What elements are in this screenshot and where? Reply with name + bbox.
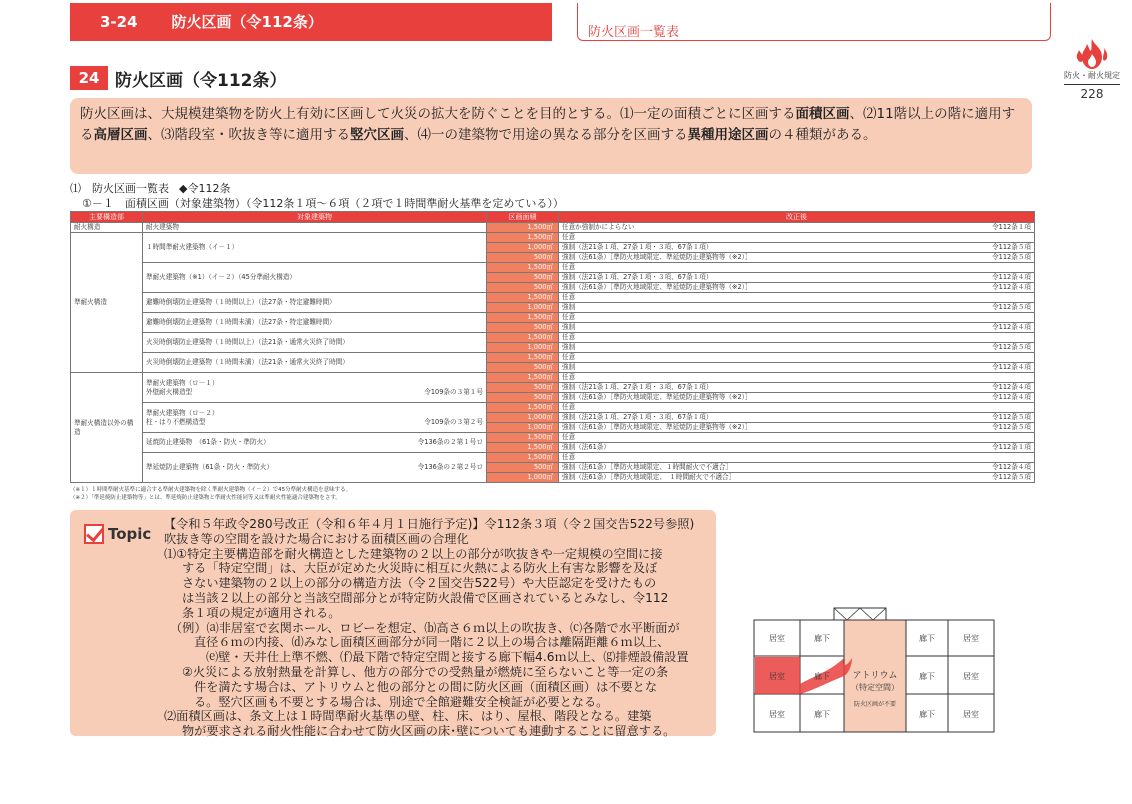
revision-text: 強制（法21条１項、27条１項・３項、67条１項） (562, 243, 713, 252)
building-type-sub-text: 外壁耐火構造型 (146, 387, 193, 396)
building-type-cell (143, 313, 487, 333)
revision-text: 任意 (562, 313, 576, 322)
building-type-sub-text: 柱・はり不燃構造型 (146, 417, 206, 426)
area-cell: 1,500㎡ (487, 293, 559, 303)
building-type-cell (143, 433, 487, 453)
revision-ref: 令112条５項 (992, 473, 1031, 482)
table-header: 主要構造部 (71, 212, 143, 223)
table-header-row (71, 212, 1035, 223)
area-cell: 1,000㎡ (487, 473, 559, 483)
building-type-cell (143, 333, 487, 353)
room-label: 居室 (769, 672, 785, 681)
revision-text: 任意か強制かによらない (562, 223, 635, 232)
revision-cell (559, 433, 1035, 443)
area-cell: 500㎡ (487, 363, 559, 373)
fire-icon (1075, 38, 1109, 70)
corridor-label: 廊下 (919, 672, 935, 681)
corridor-label: 廊下 (814, 710, 830, 719)
revision-cell (559, 413, 1035, 423)
table-row (71, 403, 1035, 413)
topic-line: ⑵面積区画は、条文上は１時間準耐火基準の壁、柱、床、はり、屋根、階段となる。建築 (164, 709, 652, 724)
area-cell: 1,500㎡ (487, 433, 559, 443)
revision-cell (559, 423, 1035, 433)
structure-cell: 準耐火構造以外の構造 (71, 373, 143, 483)
revision-text: 任意 (562, 353, 576, 362)
building-type-name: 準耐火建築物（ロ－２） (146, 408, 219, 417)
topic-body (164, 517, 709, 739)
area-cell: 500㎡ (487, 253, 559, 263)
structure-cell: 準耐火構造 (71, 233, 143, 373)
revision-ref: 令112条４項 (992, 383, 1031, 392)
revision-cell (559, 453, 1035, 463)
area-cell: 1,500㎡ (487, 403, 559, 413)
table-row (71, 333, 1035, 343)
topic-line: さない建築物の２以上の部分の構造方法（令２国交告522号）や大臣認定を受けたもの (182, 576, 657, 591)
subheading: ①－１ 面積区画（対象建築物）（令112条１項～６項（２項で１時間準耐火基準を定めている）） (82, 197, 564, 210)
atrium-note: 防火区画が不要 (853, 701, 897, 708)
revision-ref: 令112条４項 (992, 283, 1031, 292)
table-row (71, 263, 1035, 273)
table-row (71, 453, 1035, 463)
table-row (71, 223, 1035, 233)
revision-text: 任意 (562, 263, 576, 272)
building-type-cell (143, 233, 487, 263)
building-type-ref: 令109条の３第１号 (424, 387, 483, 396)
intro-text: の４種類がある。 (768, 127, 877, 143)
intro-text: 、⑵11階以上の階に適用する (80, 106, 1016, 143)
revision-text: 強制（法61条）［準防火地域限定、準延焼防止建築物等（※2）］ (562, 283, 752, 292)
page-number: 228 (1080, 87, 1104, 101)
revision-cell (559, 333, 1035, 343)
revision-ref: 令112条５項 (992, 253, 1031, 262)
revision-text: 任意 (562, 403, 576, 412)
topic-line: する「特定空間」は、大臣が定めた火災時に相互に火熱による防火上有害な影響を及ぼ (182, 561, 658, 576)
revision-cell (559, 343, 1035, 353)
building-type-name: 避難時倒壊防止建築物（１時間未満）（法27条・特定避難時間） (146, 318, 336, 327)
topic-label (84, 524, 151, 544)
area-cell: 1,500㎡ (487, 353, 559, 363)
section-title-text: 防火区画（令112条） (115, 70, 287, 91)
atrium-illustration (734, 604, 1030, 734)
right-header-title: 防火区画一覧表 (588, 25, 680, 40)
table-row (71, 233, 1035, 243)
revision-text: 強制（法61条）［準防火地域限定、準延焼防止建築物等（※2）］ (562, 253, 752, 262)
building-type-name: 火災時倒壊防止建築物（１時間未満）（法21条・通常火災終了時間） (146, 358, 349, 367)
room-label: 居室 (963, 710, 979, 719)
revision-cell (559, 473, 1035, 483)
section-badge: 24 (70, 66, 108, 90)
area-cell: 500㎡ (487, 383, 559, 393)
revision-ref: 令112条１項 (992, 443, 1031, 452)
area-cell: 1,500㎡ (487, 233, 559, 243)
building-type-sub (146, 418, 483, 427)
area-cell: 1,500㎡ (487, 333, 559, 343)
topic-line: 件を満たす場合は、アトリウムと他の部分との間に防火区画（面積区画）は不要とな (194, 679, 658, 694)
topic-line: 条１項の規定が適用される。 (182, 605, 341, 620)
topic-line: 【令和５年政令280号改正（令和６年４月１日施行予定)】令112条３項（令２国交告522号参照) (164, 517, 695, 531)
topic-line: る。竪穴区画も不要とする場合は、別途で全館避難安全検証が必要となる。 (194, 694, 609, 709)
revision-text: 強制（法21条１項、27条１項・３項、67条１項） (562, 383, 713, 392)
intro-text: 、⑶階段室・吹抜き等に適用する (147, 127, 350, 143)
topic-line: 直径６ｍの内接、⒟みなし面積区画部分が同一階に２以上の場合は離隔距離６ｍ以上、 (194, 635, 670, 650)
checkbox-icon (84, 524, 104, 544)
area-cell: 500㎡ (487, 283, 559, 293)
revision-cell (559, 273, 1035, 283)
revision-cell (559, 463, 1035, 473)
side-index (1064, 38, 1120, 101)
chapter-number: 3-24 (100, 13, 138, 31)
side-divider (1064, 84, 1120, 85)
building-type-cell (143, 453, 487, 483)
topic-box (70, 510, 716, 739)
section-title (70, 66, 287, 90)
area-cell: 1,000㎡ (487, 413, 559, 423)
area-cell: 1,500㎡ (487, 453, 559, 463)
building-type-name: １時間準耐火建築物（イ－１） (146, 243, 239, 252)
topic-line: （例）⒜非居室で玄関ホール、ロビーを想定、⒝高さ６ｍ以上の吹抜き、⒞各階で水平断面が (170, 620, 680, 635)
area-cell: 500㎡ (487, 463, 559, 473)
revision-cell (559, 403, 1035, 413)
topic-line: 物が要求される耐火性能に合わせて防火区画の床･壁についても連動することに留意する。 (182, 724, 676, 739)
area-cell: 1,500㎡ (487, 373, 559, 383)
building-type-ref: 令136条の２第２号ロ (417, 463, 483, 472)
area-cell: 1,000㎡ (487, 343, 559, 353)
building-type-name: 準延焼防止建築物（61条・防火・準防火） (146, 463, 274, 472)
area-cell: 1,000㎡ (487, 423, 559, 433)
area-cell: 1,000㎡ (487, 243, 559, 253)
area-cell: 1,500㎡ (487, 443, 559, 453)
building-type-name: 火災時倒壊防止建築物（１時間以上）（法21条・通常火災終了時間） (146, 338, 349, 347)
revision-ref: 令112条５項 (992, 423, 1031, 432)
revision-text: 強制（法21条１項、27条１項・３項、67条１項） (562, 273, 713, 282)
revision-text: 強制（法61条）［準防火地域限定、 １時間耐火で不適合］ (562, 473, 736, 482)
corridor-label: 廊下 (919, 710, 935, 719)
intro-bold: 高層区画 (93, 127, 148, 143)
intro-box (70, 98, 1032, 174)
topic-line: ②火災による放射熱量を計算し、他方の部分での受熱量が燃焼に至らないこと等一定の条 (182, 664, 669, 679)
intro-bold: 異種用途区画 (687, 127, 769, 143)
revision-text: 強制（法61条） (562, 443, 610, 452)
table-row (71, 313, 1035, 323)
revision-ref: 令112条４項 (992, 393, 1031, 402)
chapter-title: 防火区画（令112条） (171, 13, 323, 31)
revision-cell (559, 393, 1035, 403)
side-label: 防火・耐火規定 (1064, 71, 1120, 80)
topic-line: ⒠壁・天井仕上準不燃、⒡最下階で特定空間と接する廊下幅4.6ｍ以上、⒢排煙設備設置 (206, 650, 689, 665)
building-type-name: 準耐火建築物（ロ－１） (146, 378, 219, 387)
revision-text: 強制 (562, 363, 576, 372)
revision-text: 強制（法21条１項、27条１項・３項、67条１項） (562, 413, 713, 422)
revision-ref: 令112条５項 (992, 303, 1031, 312)
corridor-label: 廊下 (814, 672, 830, 681)
list-heading-label: ⑴ 防火区画一覧表 (70, 182, 169, 195)
revision-cell (559, 283, 1035, 293)
table-header: 改正後 (559, 212, 1035, 223)
revision-text: 強制（法61条）［準防火地域限定、１時間耐火で不適合］ (562, 463, 732, 472)
revision-ref: 令112条４項 (992, 363, 1031, 372)
chapter-header (70, 3, 552, 41)
revision-cell (559, 313, 1035, 323)
revision-text: 任意 (562, 433, 576, 442)
revision-text: 任意 (562, 233, 576, 242)
revision-cell (559, 303, 1035, 313)
atrium-sublabel: （特定空間） (851, 683, 899, 692)
revision-text: 強制 (562, 323, 576, 332)
building-type-sub (146, 388, 483, 397)
building-type-ref: 令136条の２第１号ロ (417, 438, 483, 447)
atrium-label: アトリウム (852, 671, 898, 681)
building-type-name: 避難時倒壊防止建築物（１時間以上）（法27条・特定避難時間） (146, 298, 336, 307)
revision-text: 強制（法61条）［準防火地域限定、準延焼防止建築物等（※2）］ (562, 393, 752, 402)
area-cell: 500㎡ (487, 393, 559, 403)
area-cell: 1,500㎡ (487, 263, 559, 273)
revision-cell (559, 253, 1035, 263)
list-heading-ref: ◆令112条 (179, 182, 231, 195)
roof-skylight (834, 608, 886, 620)
revision-text: 任意 (562, 333, 576, 342)
right-header (577, 3, 1051, 41)
topic-line: 吹抜き等の空間を設けた場合における面積区画の合理化 (164, 531, 469, 546)
intro-text: 防火区画は、大規模建築物を防火上有効に区画して火災の拡大を防ぐことを目的とする。⑴一定の面積ごとに区画する (80, 106, 796, 122)
revision-cell (559, 323, 1035, 333)
room-label: 居室 (963, 672, 979, 681)
building-type-name: 延焼防止建築物 （61条・防火・準防火） (146, 438, 270, 447)
revision-text: 任意 (562, 293, 576, 302)
building-type-cell (143, 263, 487, 293)
room-label: 居室 (963, 634, 979, 643)
structure-cell: 耐火構造 (71, 223, 143, 233)
revision-ref: 令112条５項 (992, 343, 1031, 352)
table-row (71, 293, 1035, 303)
area-cell: 500㎡ (487, 323, 559, 333)
topic-line: ⑴①特定主要構造部を耐火構造とした建築物の２以上の部分が吹抜きや一定規模の空間に接 (164, 546, 663, 561)
building-type-cell (143, 223, 487, 233)
revision-ref: 令112条５項 (992, 243, 1031, 252)
revision-cell (559, 373, 1035, 383)
revision-ref: 令112条４項 (992, 273, 1031, 282)
table-row (71, 353, 1035, 363)
revision-text: 任意 (562, 453, 576, 462)
area-cell: 1,500㎡ (487, 313, 559, 323)
revision-text: 強制 (562, 343, 576, 352)
revision-cell (559, 383, 1035, 393)
revision-cell (559, 363, 1035, 373)
table-header: 区画面積 (487, 212, 559, 223)
building-type-name: 耐火建築物 (146, 223, 179, 232)
revision-text: 強制（法61条）［準防火地域限定、準延焼防止建築物等（※2）］ (562, 423, 752, 432)
building-type-cell (143, 353, 487, 373)
revision-cell (559, 443, 1035, 453)
table-row (71, 373, 1035, 383)
intro-text: 、⑷一の建築物で用途の異なる部分を区画する (404, 127, 688, 143)
revision-cell (559, 263, 1035, 273)
revision-cell (559, 223, 1035, 233)
revision-ref: 令112条１項 (992, 223, 1031, 232)
topic-line: は当該２以上の部分と当該空間部分とが特定防火設備で区画されているとみなし、令112 (182, 590, 669, 605)
building-type-ref: 令109条の３第２号 (424, 417, 483, 426)
room-label: 居室 (769, 710, 785, 719)
revision-cell (559, 233, 1035, 243)
revision-cell (559, 243, 1035, 253)
corridor-label: 廊下 (814, 634, 830, 643)
area-cell: 500㎡ (487, 273, 559, 283)
table-header: 対象建築物 (143, 212, 487, 223)
footnote-1: （※１）１時間準耐火基準に適合する準耐火建築物を除く準耐火建築物（イ－２）で45分準耐火構造を意味する。 (70, 487, 352, 493)
revision-ref: 令112条４項 (992, 463, 1031, 472)
table-row (71, 433, 1035, 443)
corridor-label: 廊下 (919, 634, 935, 643)
revision-cell (559, 293, 1035, 303)
atrium-diagram (734, 604, 1030, 734)
building-type-cell (143, 293, 487, 313)
intro-bold: 竪穴区画 (350, 127, 404, 143)
revision-text: 任意 (562, 373, 576, 382)
revision-cell (559, 353, 1035, 363)
area-table (70, 211, 1035, 483)
intro-bold: 面積区画 (795, 106, 850, 122)
revision-ref: 令112条４項 (992, 323, 1031, 332)
revision-text: 強制 (562, 303, 576, 312)
area-cell: 1,000㎡ (487, 303, 559, 313)
room-label: 居室 (769, 634, 785, 643)
building-type-name: 準耐火建築物（※1）（イ－２）（45分準耐火構造） (146, 273, 296, 282)
list-heading (70, 180, 230, 196)
area-cell: 1,500㎡ (487, 223, 559, 233)
footnote-2: （※２）「準延焼防止建築物等」とは、準延焼防止建築物と準耐火性能同等又は準耐火性能適合建築物をさす。 (70, 495, 341, 501)
building-type-cell (143, 373, 487, 403)
revision-ref: 令112条５項 (992, 413, 1031, 422)
topic-word: Topic (108, 525, 152, 543)
building-type-cell (143, 403, 487, 433)
